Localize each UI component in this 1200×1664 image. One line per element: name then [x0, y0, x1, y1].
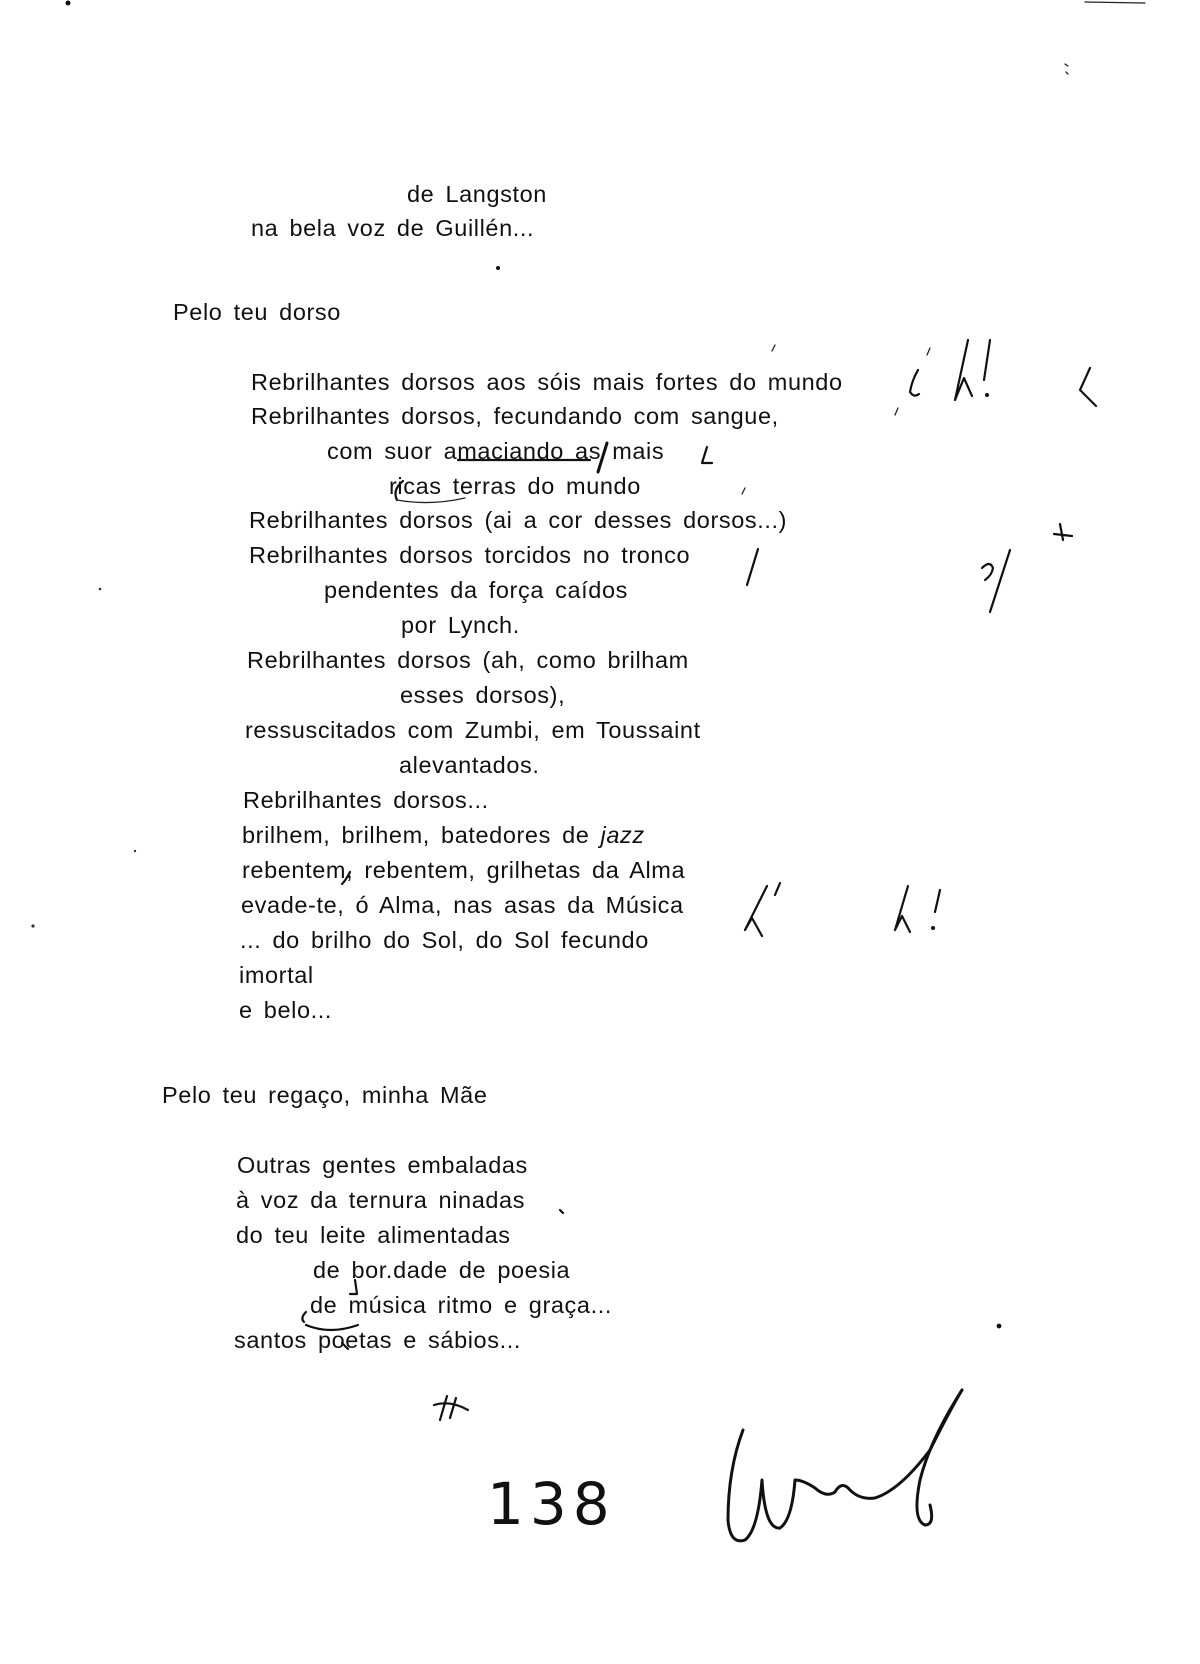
poem-line: alevantados. [399, 752, 540, 778]
poem-line: imortal [239, 962, 314, 988]
poem-line: rebentem, rebentem, grilhetas da Alma [242, 857, 686, 883]
poem-line: por Lynch. [401, 612, 520, 638]
poem-line: de música ritmo e graça... [310, 1292, 612, 1318]
margin-mark-insert [772, 340, 1096, 415]
section-heading: Pelo teu dorso [173, 299, 341, 325]
poem-line: ressuscitados com Zumbi, em Toussaint [245, 717, 701, 743]
deletion-mark [395, 443, 745, 503]
poem-line: Outras gentes embaladas [237, 1152, 528, 1178]
margin-mark-insert-2 [342, 872, 940, 936]
poem-line: do teu leite alimentadas [236, 1222, 511, 1248]
poem-line: Rebrilhantes dorsos... [243, 787, 489, 813]
margin-mark-cross [1054, 524, 1072, 540]
section-heading: Pelo teu regaço, minha Mãe [162, 1082, 488, 1108]
poem-line: Rebrilhantes dorsos (ai a cor desses dorsos...) [249, 507, 788, 533]
poem-line: Rebrilhantes dorsos, fecundando com sangue, [251, 403, 779, 429]
poem-line: evade-te, ó Alma, nas asas da Música [241, 892, 684, 918]
poem-italic-word: jazz [600, 822, 645, 848]
poem-line: e belo... [239, 997, 333, 1023]
poem-line: Rebrilhantes dorsos torcidos no tronco [249, 542, 691, 568]
poem-line-text: brilhem, brilhem, batedores de [242, 822, 601, 848]
page-number: 138 [487, 1470, 616, 1538]
inline-correction-marks [302, 1210, 563, 1349]
poem-line: de Langston [407, 181, 547, 207]
poem-line: Rebrilhantes dorsos (ah, como brilham [247, 647, 689, 673]
margin-mark-end [434, 1396, 468, 1420]
poem-line: de bor.dade de poesia [313, 1257, 571, 1283]
signature [728, 1390, 962, 1541]
poem-line: ricas terras do mundo [389, 473, 641, 499]
poem-line: esses dorsos), [400, 682, 566, 708]
poem-line: à voz da ternura ninadas [236, 1187, 526, 1213]
poem-line: com suor amaciando as mais [327, 438, 665, 464]
poem-line: pendentes da força caídos [324, 577, 628, 603]
poem-line: na bela voz de Guillén... [251, 215, 535, 241]
poem-line: ... do brilho do Sol, do Sol fecundo [240, 927, 649, 953]
margin-mark-query [747, 549, 1010, 612]
poem-line: santos poetas e sábios... [234, 1327, 521, 1353]
poem-line: Rebrilhantes dorsos aos sóis mais fortes do mundo [251, 369, 843, 395]
scan-speckles [31, 1, 1145, 1329]
